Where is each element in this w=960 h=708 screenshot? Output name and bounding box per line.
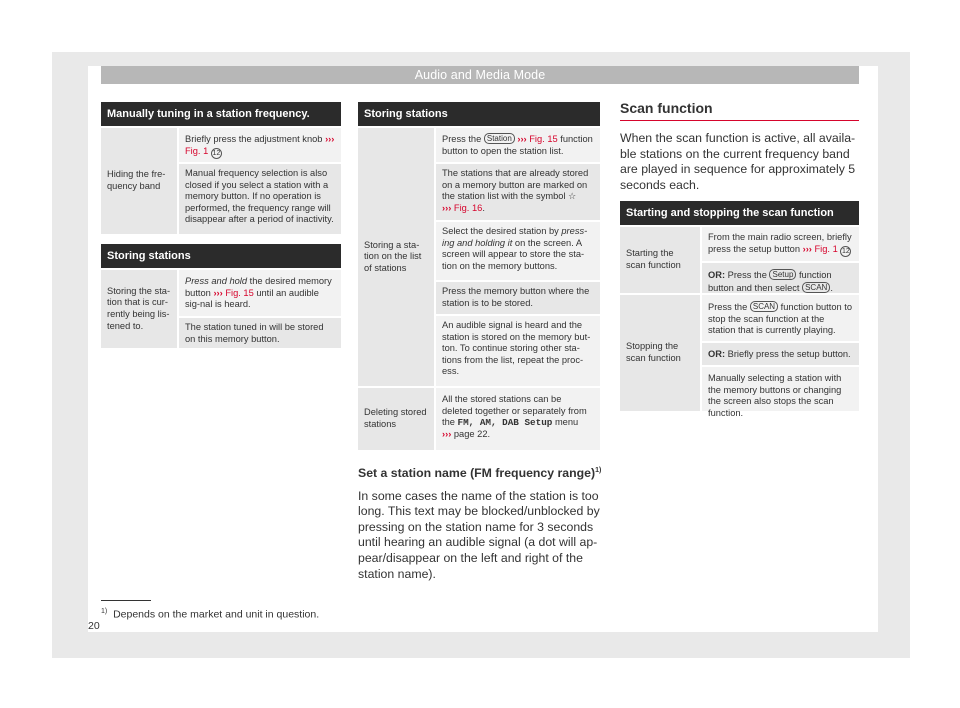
footnote-rule bbox=[101, 600, 151, 601]
table-cell: Press the SCAN function button to stop the scan function at the station that is currently playing. bbox=[702, 295, 859, 341]
table-cell: An audible signal is heard and the station is stored on the memory but-ton. To continue storing other sta-tions from the list, repeat the proc-ess. bbox=[436, 314, 600, 386]
table-row-label: Deleting stored stations bbox=[358, 388, 434, 450]
storing-stations-list-table bbox=[358, 102, 600, 450]
table-cell: The stations that are already stored on a memory button are marked on the station list with the symbol ☆ ››› Fig. 16. bbox=[436, 162, 600, 220]
callout-12-icon: 12 bbox=[841, 247, 850, 255]
page-header-bar: Audio and Media Mode bbox=[101, 66, 859, 84]
table-cell: OR: Press the Setup function button and then select SCAN . bbox=[702, 261, 859, 293]
table-cell: Briefly press the adjustment knob ››› Fig. 1 12 bbox=[179, 128, 341, 162]
table-cell: Select the desired station by press-ing and holding it on the screen. A screen will appear to store the sta-tion on the memory buttons. bbox=[436, 220, 600, 280]
table-cell: Manually selecting a station with the memory buttons or changing the screen also stops the scan function. bbox=[702, 365, 859, 411]
scan-button-icon: SCAN bbox=[750, 301, 778, 312]
callout-12-icon: 12 bbox=[212, 149, 221, 157]
footnote: $^{1)}$ Depends on the market and unit in question. bbox=[101, 608, 320, 621]
manual-tuning-table bbox=[101, 102, 341, 234]
station-button-label: Station bbox=[484, 133, 515, 144]
scan-button-label: SCAN bbox=[802, 282, 830, 293]
star-icon: ☆ bbox=[568, 191, 577, 202]
table-row-label: Starting the scan function bbox=[620, 227, 700, 293]
table-row-label: Storing a sta-tion on the list of stations bbox=[358, 128, 434, 386]
station-name-body: In some cases the name of the station is too long. This text may be blocked/unblocked by pressing on the station name for 3 seconds until hearing an audible signal (a dot will ap-pear/disappear on the left and right of the station name). bbox=[358, 488, 600, 581]
scan-function-title: Scan function bbox=[620, 100, 713, 116]
table-title: Manually tuning in a station frequency. bbox=[101, 102, 341, 126]
table-title: Starting and stopping the scan function bbox=[620, 201, 859, 225]
scan-title-rule bbox=[620, 120, 859, 121]
station-name-heading: Set a station name (FM frequency range)$^{1)}$ bbox=[358, 466, 602, 481]
storing-current-station-table bbox=[101, 244, 341, 348]
table-row-label: Stopping the scan function bbox=[620, 295, 700, 411]
table-cell: Press the memory button where the station is to be stored. bbox=[436, 280, 600, 314]
table-cell: From the main radio screen, briefly press the setup button ››› Fig. 1 12 bbox=[702, 227, 859, 261]
setup-button-label: Setup bbox=[769, 269, 796, 280]
station-name-section bbox=[358, 463, 602, 582]
table-cell: The station tuned in will be stored on this memory button. bbox=[179, 316, 341, 348]
table-cell: OR: Briefly press the setup button. bbox=[702, 341, 859, 365]
table-row-label: Hiding the fre-quency band bbox=[101, 128, 177, 234]
scan-intro: When the scan function is active, all availa-ble stations on the current frequency band are played in sequence for approximately 5 seconds each. bbox=[620, 131, 856, 192]
page-number: 20 bbox=[88, 620, 100, 632]
table-cell: Press and hold the desired memory button ››› Fig. 15 until an audible sig-nal is heard. bbox=[179, 270, 341, 316]
scan-table bbox=[620, 201, 859, 418]
table-cell: Press the Station ››› Fig. 15 function button to open the station list. bbox=[436, 128, 600, 162]
table-cell: Manual frequency selection is also closed if you select a station with a memory button. If no operation is performed, the frequency range will disappear after a period of inactivity. bbox=[179, 162, 341, 234]
table-cell: All the stored stations can be deleted together or separately from the FM, AM, DAB Setup menu ››› page 22. bbox=[436, 388, 600, 450]
table-row-label: Storing the sta-tion that is cur-rently being lis-tened to. bbox=[101, 270, 177, 348]
table-title: Storing stations bbox=[358, 102, 600, 126]
table-title: Storing stations bbox=[101, 244, 341, 268]
